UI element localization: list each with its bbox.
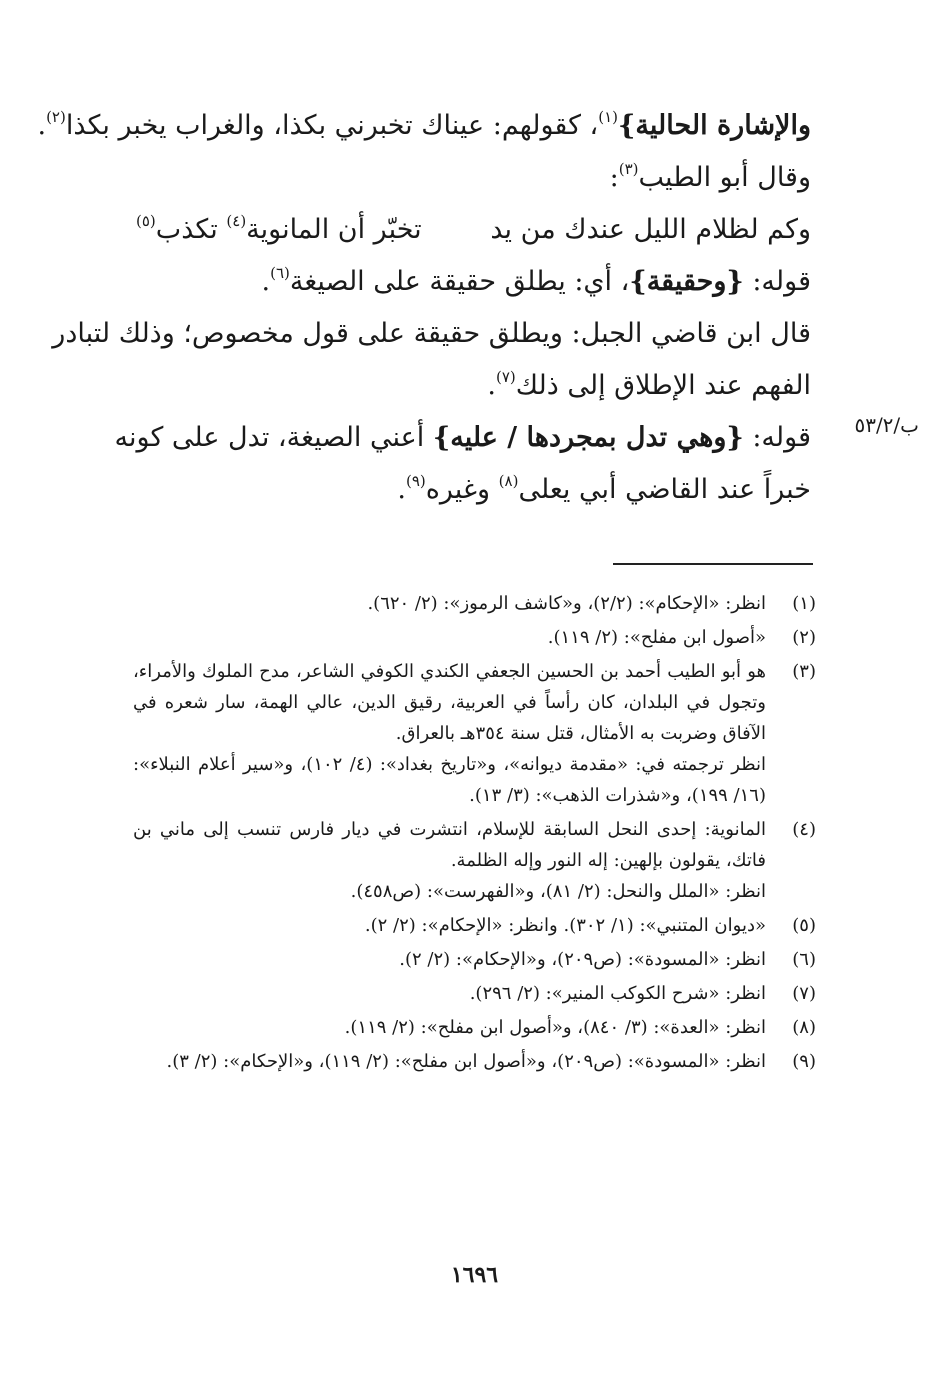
footnote-text: انظر: «المسودة»: (ص٢٠٩)، و«الإحكام»: (٢/ ٢). <box>399 949 766 970</box>
main-line-6: الفهم عند الإطلاق إلى ذلك$^{(٧)}$. <box>487 368 811 401</box>
verse-second-hemistich: تخبّر أن المانوية$^{(٤)}$ تكذب$^{(٥)}$ <box>136 212 422 245</box>
footnote-number: (٢) <box>792 627 816 648</box>
footnote-9 <box>133 1046 816 1077</box>
footnote-text: المانوية: إحدى النحل السابقة للإسلام، انتشرت في ديار فارس تنسب إلى ماني بن فاتك، يقولون بإلهين: إله النور وإله الظلمة. انظر: «الملل والنحل: (٢/ ٨١)، و«الفهرست»: (ص٤٥٨). <box>133 814 766 907</box>
footnote-3 <box>133 656 816 811</box>
footnote-text: انظر: «المسودة»: (ص٢٠٩)، و«أصول ابن مفلح»: (٢/ ١١٩)، و«الإحكام»: (٢/ ٣). <box>166 1051 766 1072</box>
main-text <box>37 100 811 516</box>
footnote-number: (٥) <box>792 915 816 936</box>
main-line-4: قوله: {وحقيقة}، أي: يطلق حقيقة على الصيغة$^{(٦)}$. <box>261 264 811 297</box>
footnote-number: (٤) <box>792 819 816 840</box>
footnote-5 <box>133 910 816 941</box>
main-line-2: وقال أبو الطيب$^{(٣)}$: <box>609 160 811 193</box>
footnote-1 <box>133 588 816 619</box>
footnote-2 <box>133 622 816 653</box>
footnote-number: (٩) <box>792 1051 816 1072</box>
manuscript-folio-marker: ب/٥٣/٢ <box>854 413 919 437</box>
main-line-8: خبراً عند القاضي أبي يعلى$^{(٨)}$ وغيره$^{(٩)}$. <box>397 472 811 505</box>
footnote-text: انظر: «شرح الكوكب المنير»: (٢/ ٢٩٦). <box>469 983 766 1004</box>
main-line-5: قال ابن قاضي الجبل: ويطلق حقيقة على قول مخصوص؛ وذلك لتبادر <box>52 318 811 349</box>
main-line-1: والإشارة الحالية}$^{(١)}$، كقولهم: عيناك تخبرني بكذا، والغراب يخبر بكذا$^{(٢)}$. <box>37 108 811 141</box>
verse-first-hemistich: وكم لظلام الليل عندك من يد <box>490 214 811 245</box>
footnote-text: هو أبو الطيب أحمد بن الحسين الجعفي الكندي الكوفي الشاعر، مدح الملوك والأمراء، وتجول في البلدان، كان رأساً في العربية، رقيق الدين، عالي الهمة، سار شعره في الآفاق وضربت به الأمثال، قتل سنة ٣٥٤هـ بالعراق. انظر ترجمته في: «مقدمة ديوانه»، و«تاريخ بغداد»: (٤/ ١٠٢)، و«سير أعلام النبلاء»: (١٦/ ١٩٩)، و«شذرات الذهب»: (٣/ ١٣). <box>133 656 766 811</box>
footnote-text: «أصول ابن مفلح»: (٢/ ١١٩). <box>547 627 766 648</box>
footnote-number: (٧) <box>792 983 816 1004</box>
main-line-7: قوله: {وهي تدل بمجردها / عليه} أعني الصيغة، تدل على كونه <box>114 422 811 453</box>
footnote-6 <box>133 944 816 975</box>
footnote-sources: انظر ترجمته في: «مقدمة ديوانه»، و«تاريخ بغداد»: (٤/ ١٠٢)، و«سير أعلام النبلاء»: (١٦/ ١٩٩)، و«شذرات الذهب»: (٣/ ١٣). <box>133 754 767 806</box>
footnote-text: «ديوان المتنبي»: (١/ ٣٠٢). وانظر: «الإحكام»: (٢/ ٢). <box>364 915 766 936</box>
footnote-separator <box>613 563 813 565</box>
footnote-4 <box>133 814 816 907</box>
footnote-number: (١) <box>792 593 816 614</box>
footnote-text: انظر: «العدة»: (٣/ ٨٤٠)، و«أصول ابن مفلح»: (٢/ ١١٩). <box>344 1017 766 1038</box>
footnote-8 <box>133 1012 816 1043</box>
footnote-number: (٣) <box>792 661 816 682</box>
poetry-verse <box>136 204 811 256</box>
footnote-sources: انظر: «الملل والنحل: (٢/ ٨١)، و«الفهرست»: (ص٤٥٨). <box>350 881 766 902</box>
page-number: ١٦٩٦ <box>450 1262 499 1288</box>
footnotes <box>133 588 816 1080</box>
footnote-number: (٨) <box>792 1017 816 1038</box>
footnote-text: انظر: «الإحكام»: (٢/٢)، و«كاشف الرموز»: (٢/ ٦٢٠). <box>367 593 766 614</box>
footnote-number: (٦) <box>792 949 816 970</box>
footnote-7 <box>133 978 816 1009</box>
